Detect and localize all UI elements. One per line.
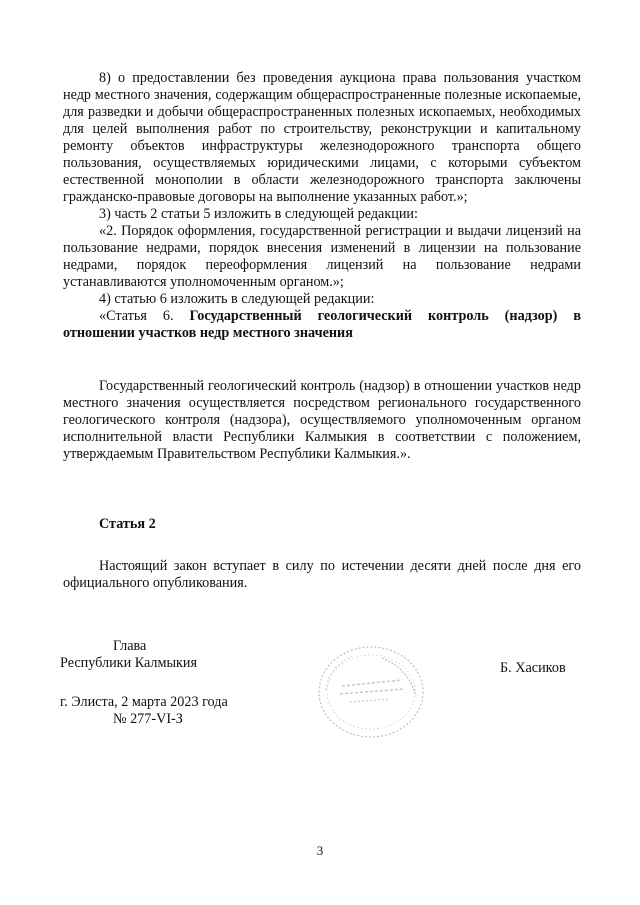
amendment-block: [63, 70, 581, 342]
article-2-heading: Статья 2: [99, 516, 156, 532]
official-seal-stamp: [312, 640, 430, 744]
signatory-name: Б. Хасиков: [500, 660, 566, 676]
law-number: № 277-VI-З: [113, 711, 183, 727]
article-6-heading: [63, 308, 581, 342]
article-6-prefix: «Статья 6.: [99, 308, 174, 324]
article-6-body-block: [63, 378, 581, 463]
signature-republic: Республики Калмыкия: [60, 655, 198, 671]
paragraph-item-4: 4) статью 6 изложить в следующей редакции:: [99, 291, 375, 307]
quoted-part-2: «2. Порядок оформления, государственной регистрации и выдачи лицензий на пользование недрами, порядок внесения изменений в лицензии на пользование недрами, порядок переоформления лицензий на пользование недрами устанавливаются уполномоченным органом.»;: [63, 223, 581, 290]
article-2-body-block: [63, 558, 581, 592]
place-date: г. Элиста, 2 марта 2023 года: [60, 694, 228, 710]
article-6-title: Государственный геологический контроль (надзор) в отношении участков недр местного значения: [63, 308, 581, 341]
paragraph-item-8: 8) о предоставлении без проведения аукциона права пользования участком недр местного значения, содержащим общераспространенные полезные ископаемые, для разведки и добычи общераспространенных полезных ископаемых, необходимых для целей выполнения работ по строительству, реконструкции и капитальному ремонту объектов инфраструктуры железнодорожного транспорта общего пользования, осуществляемых юридическими лицами, с которыми субъектом естественной монополии в области железнодорожного транспорта заключены гражданско-правовые договоры на выполнение указанных работ.»;: [63, 70, 581, 205]
page-number: 3: [316, 843, 324, 858]
article-2-block: [63, 516, 581, 533]
paragraph-item-3: 3) часть 2 статьи 5 изложить в следующей редакции:: [99, 206, 418, 222]
signature-title: Глава: [113, 638, 147, 654]
article-2-body: Настоящий закон вступает в силу по истечении десяти дней после дня его официального опубликования.: [63, 558, 581, 591]
article-6-body: Государственный геологический контроль (надзор) в отношении участков недр местного значения осуществляется посредством регионального государственного геологического контроля (надзора), осуществляемого уполномоченным органом исполнительной власти Республики Калмыкия в соответствии с положением, утверждаемым Правительством Республики Калмыкия.».: [63, 378, 581, 462]
